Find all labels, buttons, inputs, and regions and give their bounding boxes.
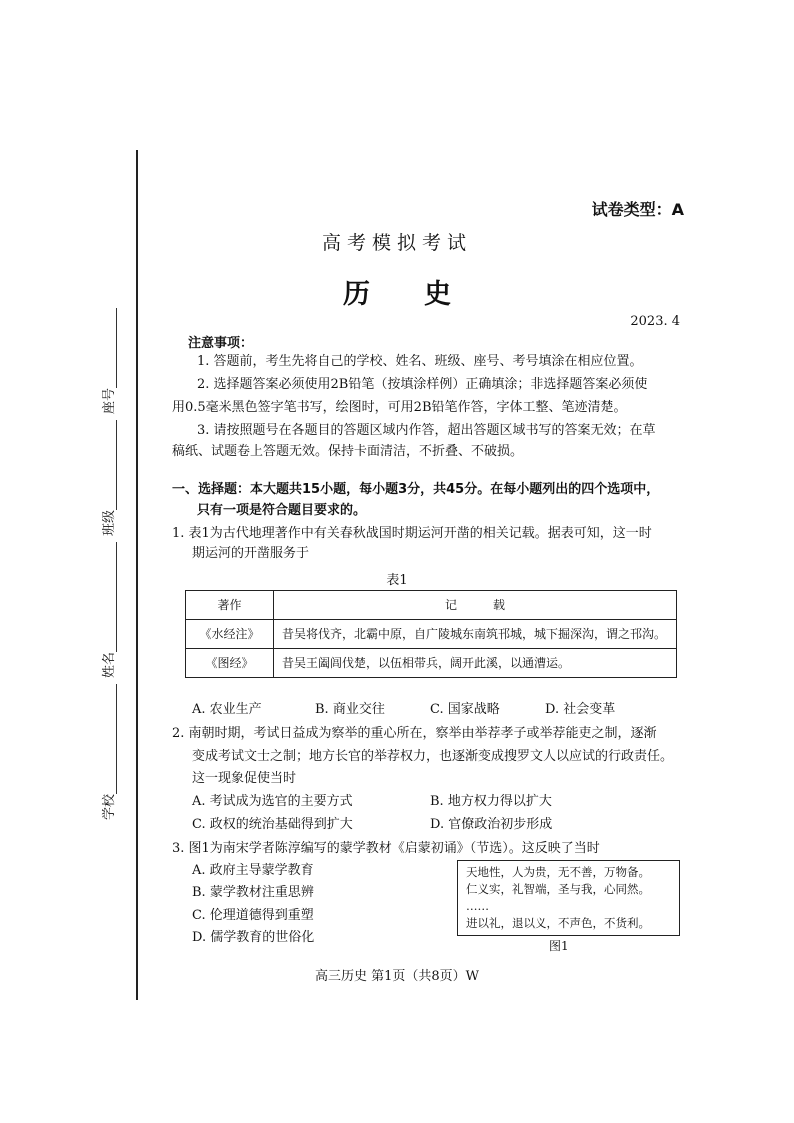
question-2-stem: 变成考试文士之制；地方长官的举荐权力，也逐渐变成搜罗文人以应试的行政责任。	[192, 749, 674, 764]
paper-type: 试卷类型：A	[591, 200, 684, 219]
figure-line: 天地性，人为贵，无不善，万物备。	[466, 865, 650, 879]
exam-date: 2023. 4	[630, 314, 680, 329]
notice-item: 3. 请按照题号在各题目的答题区域内作答，超出答题区域书写的答案无效；在草	[197, 423, 656, 438]
option-d: D. 儒学教育的世俗化	[192, 930, 315, 945]
question-1-stem: 期运河的开凿服务于	[192, 546, 310, 561]
school-field[interactable]	[98, 684, 117, 794]
option-b: B. 蒙学教材注重思辨	[192, 885, 314, 900]
option-b: B. 地方权力得以扩大	[430, 794, 552, 809]
table-1	[185, 590, 677, 678]
seat-label: 座号	[102, 387, 117, 414]
question-2-stem: 2. 南朝时期，考试日益成为察举的重心所在，察举由举荐孝子或举荐能吏之制，逐渐	[172, 726, 657, 741]
option-a: A. 政府主导蒙学教育	[192, 863, 314, 878]
seat-field[interactable]	[98, 308, 117, 388]
option-a: A. 农业生产	[192, 702, 262, 717]
subject-title: 历 史	[343, 279, 451, 310]
student-info-margin	[98, 302, 117, 820]
notice-item: 1. 答题前，考生先将自己的学校、姓名、班级、座号、考号填涂在相应位置。	[197, 354, 643, 369]
question-3-stem: 3. 图1为南宋学者陈淳编写的蒙学教材《启蒙初诵》（节选）。这反映了当时	[172, 841, 600, 856]
name-label: 姓名	[102, 651, 117, 678]
option-a: A. 考试成为选官的主要方式	[192, 794, 353, 809]
option-d: D. 官僚政治初步形成	[430, 817, 553, 832]
figure-caption: 图1	[549, 939, 569, 953]
option-c: C. 政权的统治基础得到扩大	[192, 817, 353, 832]
table-cell: 昔吴将伐齐，北霸中原，自广陵城东南筑邗城，城下掘深沟，谓之邗沟。	[274, 620, 677, 649]
question-1-stem: 1. 表1为古代地理著作中有关春秋战国时期运河开凿的相关记载。据表可知，这一时	[172, 526, 652, 541]
option-d: D. 社会变革	[545, 702, 616, 717]
table-header	[186, 591, 677, 620]
exam-title: 高考模拟考试	[321, 232, 472, 254]
section-heading: 一、选择题：本大题共15小题，每小题3分，共45分。在每小题列出的四个选项中，	[172, 482, 660, 497]
section-heading: 只有一项是符合题目要求的。	[197, 503, 367, 518]
table-row	[186, 620, 677, 649]
school-label: 学校	[102, 793, 117, 820]
name-field[interactable]	[98, 542, 117, 652]
notice-item: 稿纸、试题卷上答题无效。保持卡面清洁，不折叠、不破损。	[172, 444, 524, 459]
table-cell: 《图经》	[186, 649, 274, 678]
figure-line: ……	[466, 899, 489, 913]
table-1-title: 表1	[386, 573, 408, 588]
table-header-cell: 著作	[186, 591, 274, 620]
figure-line: 进以礼，退以义，不声色，不货利。	[466, 916, 650, 930]
notice-item: 用0.5毫米黑色签字笔书写，绘图时，可用2B铅笔作答，字体工整、笔迹清楚。	[172, 400, 627, 415]
class-field[interactable]	[98, 420, 117, 510]
figure-line: 仁义实，礼智端，圣与我，心同然。	[466, 882, 650, 896]
page-footer: 高三历史 第1页（共8页）W	[314, 969, 480, 984]
notice-title: 注意事项：	[188, 336, 254, 351]
table-cell: 《水经注》	[186, 620, 274, 649]
figure-1	[457, 860, 680, 936]
class-label: 班级	[102, 509, 117, 536]
option-c: C. 伦理道德得到重塑	[192, 908, 314, 923]
question-2-stem: 这一现象促使当时	[192, 771, 297, 786]
table-header-cell: 记 载	[274, 591, 677, 620]
table-row	[186, 649, 677, 678]
option-c: C. 国家战略	[430, 702, 500, 717]
table-cell: 昔吴王阖闾伐楚，以伍相带兵，阔开此溪，以通漕运。	[274, 649, 677, 678]
option-b: B. 商业交往	[315, 702, 385, 717]
notice-item: 2. 选择题答案必须使用2B铅笔（按填涂样例）正确填涂；非选择题答案必须使	[197, 377, 648, 392]
